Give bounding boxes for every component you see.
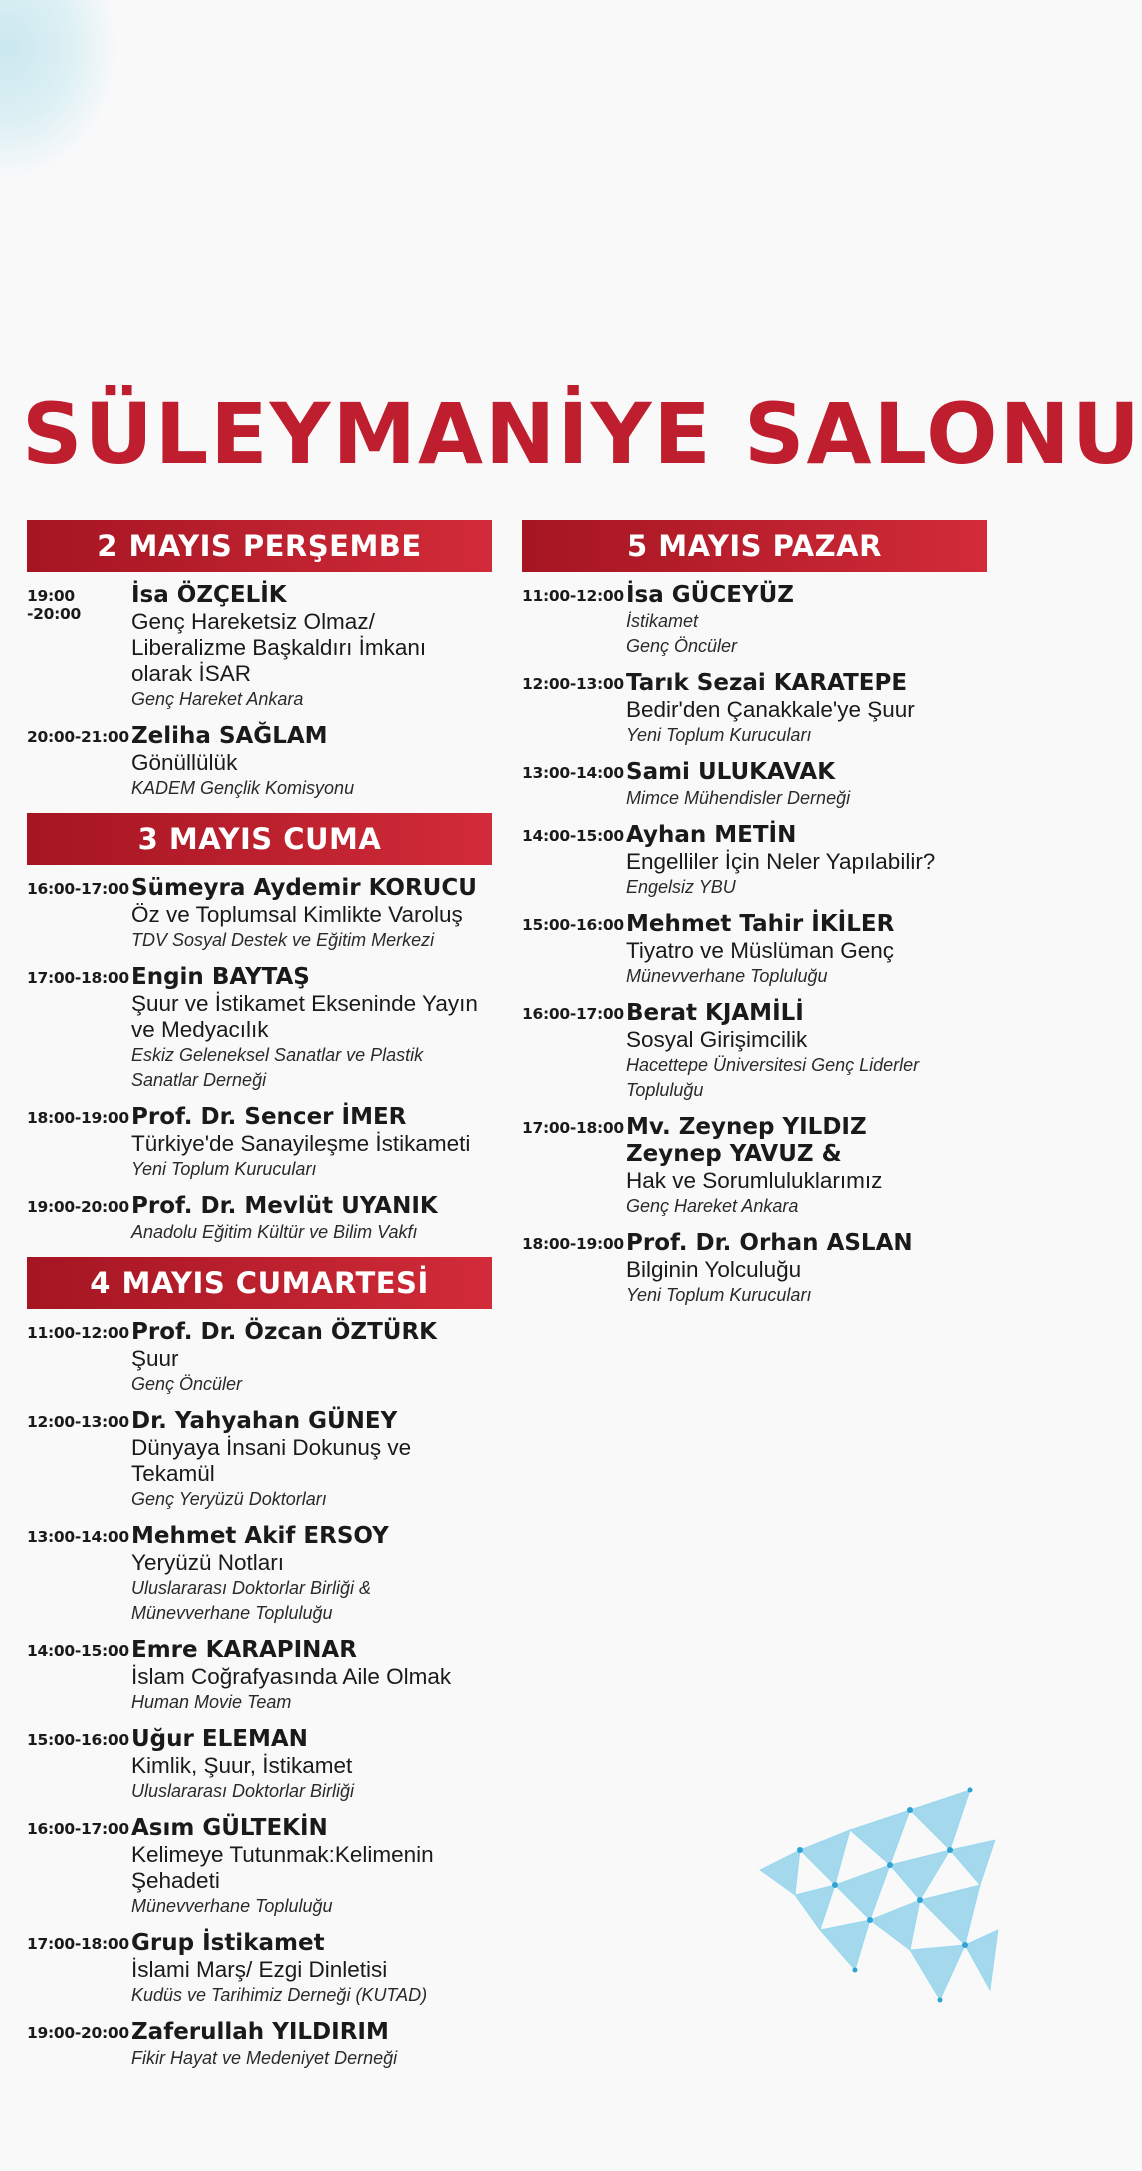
session-time: 17:00-18:00 [522,1119,624,1137]
session-row [522,1114,987,1219]
session-info [626,1230,987,1308]
day-header: 3 MAYIS CUMA [27,813,492,865]
session-info [131,1319,492,1397]
session-info [626,911,987,989]
session-info [131,1523,492,1626]
session-topic: Dünyaya İnsani Dokunuş ve [131,1435,412,1460]
day-section [27,1257,492,2071]
organization: Anadolu Eğitim Kültür ve Bilim Vakfı [131,1222,418,1242]
session-topic: Tekamül [131,1461,215,1486]
session-time: 12:00-13:00 [522,675,624,693]
session-topic: Kimlik, Şuur, İstikamet [131,1753,353,1778]
session-time: 11:00-12:00 [27,1324,129,1342]
organization: Genç Hareket Ankara [131,689,304,709]
decorative-watercolor-top [0,0,120,180]
session-row [27,2019,492,2071]
organization: Sanatlar Derneği [131,1070,267,1090]
organization: Engelsiz YBU [626,877,736,897]
session-topic: Şuur ve İstikamet Ekseninde Yayın [131,991,478,1016]
session-topic: Gönüllülük [131,750,238,775]
session-topic: Genç Hareketsiz Olmaz/ [131,609,375,634]
speaker-name: Sami ULUKAVAK [626,759,836,785]
session-row [27,1523,492,1626]
speaker-name: Asım GÜLTEKİN [131,1815,328,1841]
schedule-column-left [27,520,492,2082]
session-row [27,582,492,712]
session-row [27,1815,492,1919]
session-topic: İslami Marş/ Ezgi Dinletisi [131,1957,388,1982]
session-topic: Öz ve Toplumsal Kimlikte Varoluş [131,902,463,927]
session-time: 16:00-17:00 [27,1820,129,1838]
session-time: 14:00-15:00 [522,827,624,845]
day-header: 5 MAYIS PAZAR [522,520,987,572]
session-info [131,723,492,801]
session-info [131,2019,492,2071]
speaker-name: Tarık Sezai KARATEPE [626,670,908,696]
organization: Eskiz Geleneksel Sanatlar ve Plastik [131,1045,424,1065]
session-row [27,1930,492,2008]
organization: Genç Yeryüzü Doktorları [131,1489,327,1509]
session-time: 16:00-17:00 [27,880,129,898]
speaker-name: Zeynep YAVUZ & [626,1141,842,1167]
session-topic: ve Medyacılık [131,1017,269,1042]
organization: Mimce Mühendisler Derneği [626,788,851,808]
speaker-name: Emre KARAPINAR [131,1637,357,1663]
session-info [131,1637,492,1715]
session-topic: Şehadeti [131,1868,220,1893]
organization: Kudüs ve Tarihimiz Derneği (KUTAD) [131,1985,428,2005]
session-row [522,1230,987,1308]
session-row [27,1637,492,1715]
session-time: 13:00-14:00 [522,764,624,782]
session-topic: Tiyatro ve Müslüman Genç [626,938,895,963]
session-row [27,1726,492,1804]
session-time: 19:00 -20:00 [27,587,81,623]
organization: Münevverhane Topluluğu [131,1603,333,1623]
session-time: 18:00-19:00 [522,1235,624,1253]
session-topic: Sosyal Girişimcilik [626,1027,808,1052]
session-topic: Hak ve Sorumluluklarımız [626,1168,883,1193]
session-info [131,1726,492,1804]
session-info [131,1408,492,1512]
session-info [131,1815,492,1919]
session-time: 15:00-16:00 [522,916,624,934]
session-info [626,759,987,811]
session-time: 17:00-18:00 [27,1935,129,1953]
session-info [131,875,492,953]
organization: Topluluğu [626,1080,704,1100]
session-row [522,822,987,900]
session-info [626,1000,987,1103]
session-topic: İslam Coğrafyasında Aile Olmak [131,1664,452,1689]
day-header: 4 MAYIS CUMARTESİ [27,1257,492,1309]
speaker-name: İsa GÜCEYÜZ [626,582,794,608]
session-row [522,911,987,989]
session-info [626,822,987,900]
session-topic: Engelliler İçin Neler Yapılabilir? [626,849,936,874]
session-row [522,759,987,811]
session-time: 15:00-16:00 [27,1731,129,1749]
organization: Uluslararası Doktorlar Birliği & [131,1578,372,1598]
organization: Genç Hareket Ankara [626,1196,799,1216]
speaker-name: Zaferullah YILDIRIM [131,2019,389,2045]
session-time: 14:00-15:00 [27,1642,129,1660]
speaker-name: Ayhan METİN [626,822,797,848]
speaker-name: Grup İstikamet [131,1930,325,1956]
organization: Münevverhane Topluluğu [626,966,828,986]
session-time: 12:00-13:00 [27,1413,129,1431]
session-row [27,723,492,801]
organization: Yeni Toplum Kurucuları [131,1159,317,1179]
speaker-name: Dr. Yahyahan GÜNEY [131,1408,398,1434]
organization: Genç Öncüler [131,1374,243,1394]
speaker-name: Prof. Dr. Özcan ÖZTÜRK [131,1319,437,1345]
page-title: SÜLEYMANİYE SALONU [22,385,1142,483]
organization: Münevverhane Topluluğu [131,1896,333,1916]
decorative-network-graphic [740,1760,1000,2060]
session-time: 19:00-20:00 [27,1198,129,1216]
session-time: 13:00-14:00 [27,1528,129,1546]
session-topic: Liberalizme Başkaldırı İmkanı [131,635,427,660]
speaker-name: Uğur ELEMAN [131,1726,308,1752]
day-section [27,520,492,801]
speaker-name: Mehmet Tahir İKİLER [626,911,895,937]
organization: Human Movie Team [131,1692,292,1712]
organization: KADEM Gençlik Komisyonu [131,778,355,798]
session-time: 19:00-20:00 [27,2024,129,2042]
speaker-name: Sümeyra Aydemir KORUCU [131,875,477,901]
session-info [626,582,987,659]
session-row [27,1193,492,1245]
organization: TDV Sosyal Destek ve Eğitim Merkezi [131,930,435,950]
session-row [27,1319,492,1397]
session-row [27,875,492,953]
session-topic: Şuur [131,1346,179,1371]
session-info [131,1104,492,1182]
session-topic: Yeryüzü Notları [131,1550,284,1575]
organization: Hacettepe Üniversitesi Genç Liderler [626,1055,920,1075]
organization: Fikir Hayat ve Medeniyet Derneği [131,2048,398,2068]
speaker-name: Prof. Dr. Mevlüt UYANIK [131,1193,438,1219]
organization: Yeni Toplum Kurucuları [626,725,812,745]
speaker-name: Berat KJAMİLİ [626,1000,804,1026]
session-topic: Kelimeye Tutunmak:Kelimenin [131,1842,434,1867]
speaker-name: Mehmet Akif ERSOY [131,1523,389,1549]
session-info [131,1930,492,2008]
session-time: 18:00-19:00 [27,1109,129,1127]
session-topic: olarak İSAR [131,661,252,686]
session-row [522,1000,987,1103]
speaker-name: Mv. Zeynep YILDIZ [626,1114,867,1140]
speaker-name: İsa ÖZÇELİK [131,582,287,608]
session-topic: Türkiye'de Sanayileşme İstikameti [131,1131,471,1156]
organization: Genç Öncüler [626,636,738,656]
organization: Uluslararası Doktorlar Birliği [131,1781,355,1801]
speaker-name: Prof. Dr. Sencer İMER [131,1104,407,1130]
session-time: 20:00-21:00 [27,728,129,746]
session-topic: Bilginin Yolculuğu [626,1257,802,1282]
schedule-column-right [522,520,987,1319]
speaker-name: Prof. Dr. Orhan ASLAN [626,1230,913,1256]
session-time: 11:00-12:00 [522,587,624,605]
session-info [131,582,492,712]
day-section [522,520,987,1308]
day-section [27,813,492,1245]
session-row [522,670,987,748]
session-info [131,1193,492,1245]
session-topic: Bedir'den Çanakkale'ye Şuur [626,697,915,722]
organization: İstikamet [626,611,699,631]
session-time: 16:00-17:00 [522,1005,624,1023]
speaker-name: Engin BAYTAŞ [131,964,310,990]
session-info [626,670,987,748]
session-info [626,1114,987,1219]
organization: Yeni Toplum Kurucuları [626,1285,812,1305]
day-header: 2 MAYIS PERŞEMBE [27,520,492,572]
session-time: 17:00-18:00 [27,969,129,987]
session-row [27,964,492,1093]
session-info [131,964,492,1093]
session-row [27,1104,492,1182]
session-row [27,1408,492,1512]
speaker-name: Zeliha SAĞLAM [131,723,328,749]
session-row [522,582,987,659]
